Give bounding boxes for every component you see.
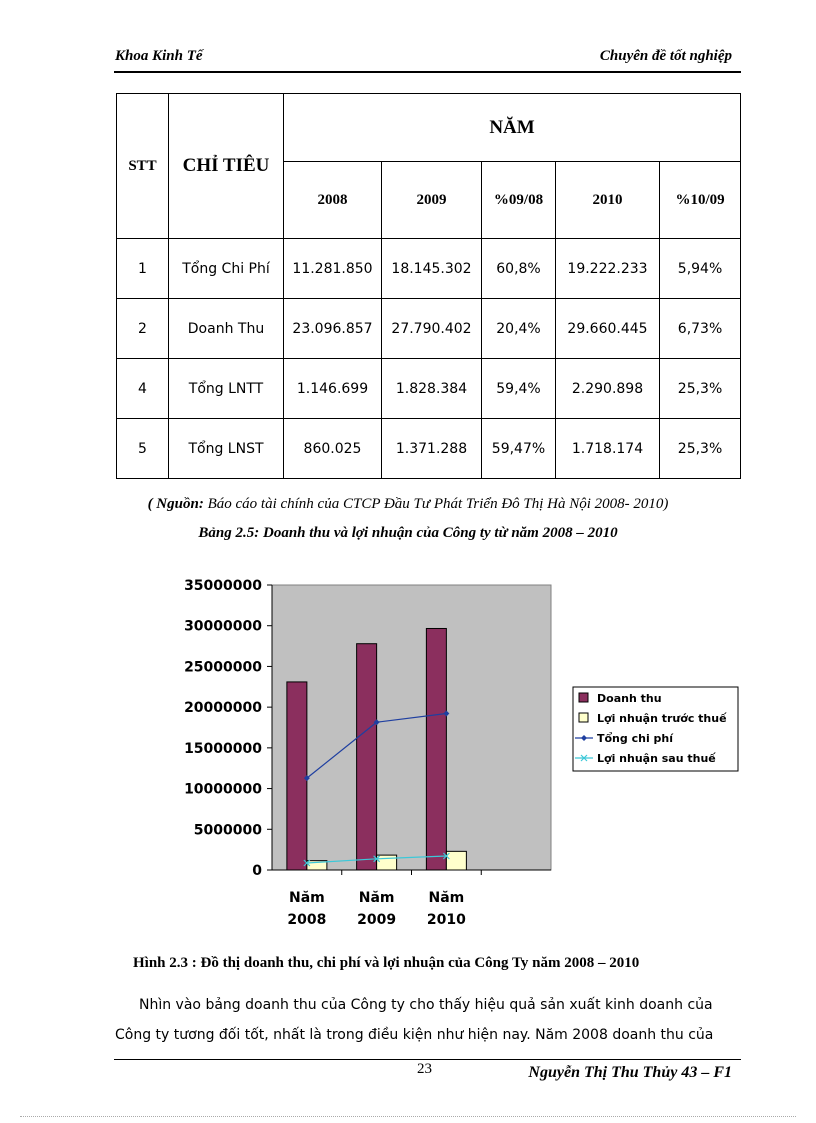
cell-value: 1.718.174 <box>556 419 660 479</box>
table-row <box>117 419 741 479</box>
page-number: 23 <box>417 1061 432 1077</box>
bar-0 <box>426 628 446 870</box>
header-chitieu: CHỈ TIÊU <box>169 94 284 239</box>
cell-value: 1.371.288 <box>382 419 482 479</box>
cell-value: 60,8% <box>482 239 556 299</box>
y-tick-label: 10000000 <box>184 781 262 798</box>
body-paragraph <box>115 990 739 1050</box>
footer-author: Nguyễn Thị Thu Thủy 43 – F1 <box>528 1064 732 1081</box>
legend-label: Lợi nhuận sau thuế <box>597 752 716 765</box>
table-row <box>117 359 741 419</box>
table-row <box>117 239 741 299</box>
cell-value: 20,4% <box>482 299 556 359</box>
x-tick-label: Năm <box>358 890 395 906</box>
col-header: 2009 <box>382 162 482 239</box>
cell-name: Tổng LNTT <box>169 359 284 419</box>
cell-value: 18.145.302 <box>382 239 482 299</box>
legend-swatch <box>579 713 588 722</box>
cell-value: 29.660.445 <box>556 299 660 359</box>
cell-value: 1.146.699 <box>284 359 382 419</box>
cell-value: 59,47% <box>482 419 556 479</box>
paragraph-line: Nhìn vào bảng doanh thu của Công ty cho thấy hiệu quả sản xuất kinh doanh của <box>139 997 713 1013</box>
y-tick-label: 35000000 <box>184 578 262 594</box>
col-header: %09/08 <box>482 162 556 239</box>
legend-label: Lợi nhuận trước thuế <box>597 712 727 725</box>
cell-value: 1.828.384 <box>382 359 482 419</box>
header-nam: NĂM <box>284 94 741 162</box>
x-tick-label: 2009 <box>357 912 397 928</box>
cell-value: 5,94% <box>660 239 741 299</box>
header-left: Khoa Kinh Tế <box>115 48 203 64</box>
chart <box>170 570 750 940</box>
cell-value: 19.222.233 <box>556 239 660 299</box>
cell-name: Tổng LNST <box>169 419 284 479</box>
paragraph-line: Công ty tương đối tốt, nhất là trong điều kiện như hiện nay. Năm 2008 doanh thu của <box>115 1027 714 1043</box>
bar-1 <box>446 851 466 870</box>
cell-value: 25,3% <box>660 419 741 479</box>
cell-value: 25,3% <box>660 359 741 419</box>
cell-name: Tổng Chi Phí <box>169 239 284 299</box>
cell-stt: 2 <box>117 299 169 359</box>
header-right: Chuyên đề tốt nghiệp <box>599 48 732 64</box>
bar-0 <box>287 682 307 870</box>
x-tick-label: 2010 <box>426 912 466 928</box>
table-row <box>117 299 741 359</box>
y-tick-label: 0 <box>252 863 262 879</box>
y-tick-label: 30000000 <box>184 618 262 635</box>
page-edge <box>20 1116 796 1117</box>
source-label: ( Nguồn: <box>147 496 204 512</box>
cell-stt: 4 <box>117 359 169 419</box>
plot-area <box>272 585 551 870</box>
table-caption: Bảng 2.5: Doanh thu và lợi nhuận của Công ty từ năm 2008 – 2010 <box>198 525 618 541</box>
col-header: %10/09 <box>660 162 741 239</box>
cell-value: 23.096.857 <box>284 299 382 359</box>
cell-value: 27.790.402 <box>382 299 482 359</box>
cell-value: 59,4% <box>482 359 556 419</box>
y-tick-label: 25000000 <box>184 659 262 676</box>
x-tick-label: Năm <box>428 890 465 906</box>
x-tick-label: 2008 <box>287 912 327 928</box>
cell-stt: 1 <box>117 239 169 299</box>
cell-stt: 5 <box>117 419 169 479</box>
source-note <box>0 496 816 513</box>
cell-value: 860.025 <box>284 419 382 479</box>
cell-name: Doanh Thu <box>169 299 284 359</box>
legend-label: Doanh thu <box>597 692 662 705</box>
y-tick-label: 5000000 <box>193 822 262 839</box>
x-tick-label: Năm <box>288 890 325 906</box>
y-tick-label: 20000000 <box>184 700 262 717</box>
y-tick-label: 15000000 <box>184 740 262 757</box>
bar-1 <box>377 855 397 870</box>
source-text: Báo cáo tài chính của CTCP Đầu Tư Phát Triển Đô Thị Hà Nội 2008- 2010) <box>203 496 669 512</box>
data-table <box>116 93 741 479</box>
cell-value: 11.281.850 <box>284 239 382 299</box>
legend-swatch <box>579 693 588 702</box>
cell-value: 6,73% <box>660 299 741 359</box>
bar-0 <box>357 644 377 870</box>
cell-value: 2.290.898 <box>556 359 660 419</box>
header-stt: STT <box>117 94 169 239</box>
figure-caption: Hình 2.3 : Đồ thị doanh thu, chi phí và lợi nhuận của Công Ty năm 2008 – 2010 <box>133 955 640 971</box>
col-header: 2008 <box>284 162 382 239</box>
footer-divider <box>114 1059 741 1060</box>
legend-label: Tổng chi phí <box>597 732 674 745</box>
header-divider <box>114 71 741 73</box>
col-header: 2010 <box>556 162 660 239</box>
